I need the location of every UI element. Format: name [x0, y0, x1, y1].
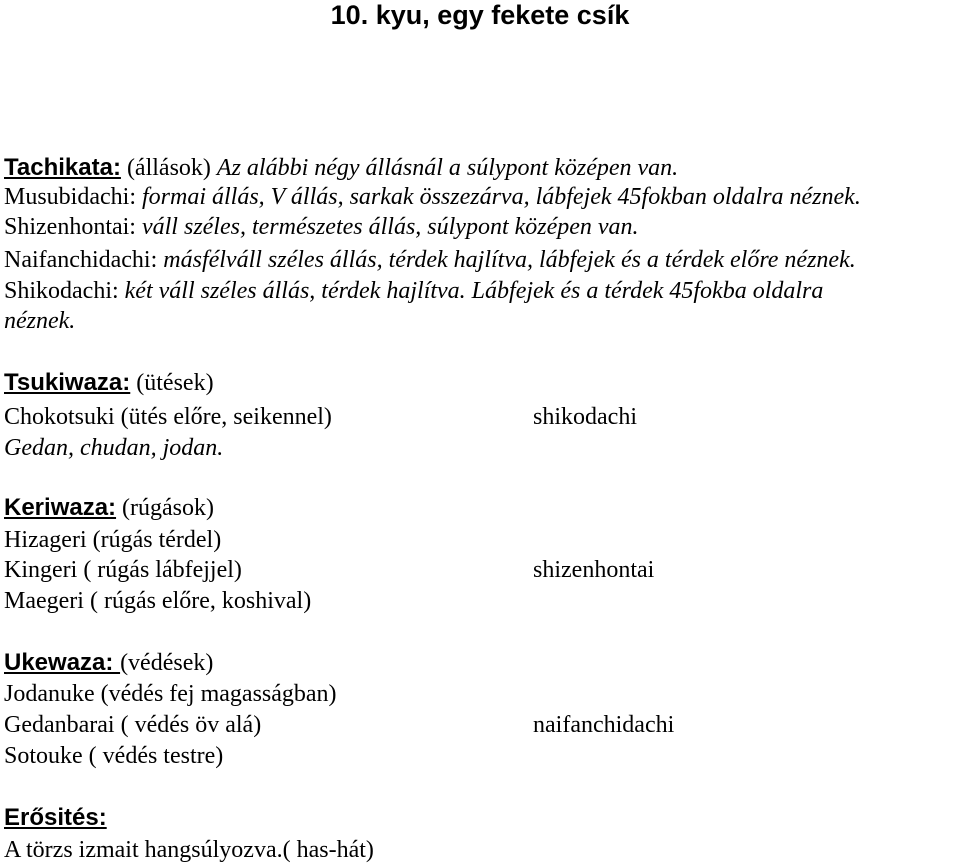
technique-item: Hizageri (rúgás térdel): [4, 527, 222, 553]
technique-item: Kingeri ( rúgás lábfejjel): [4, 557, 242, 583]
tsukiwaza-paren: (ütések): [130, 370, 214, 396]
technique-item: Gedanbarai ( védés öv alá): [4, 712, 262, 738]
stance-desc: két váll széles állás, térdek hajlítva. Lábfejek és a térdek 45fokba oldalra: [124, 278, 824, 304]
ukewaza-heading: [4, 649, 213, 677]
technique-item: Jodanuke (védés fej magasságban): [4, 681, 337, 707]
stance-row: [4, 246, 856, 274]
ukewaza-paren: (védések): [120, 650, 214, 676]
tachikata-heading: [4, 154, 678, 182]
keriwaza-heading: [4, 494, 214, 522]
erosites-text: A törzs izmait hangsúlyozva.( has-hát): [4, 837, 374, 863]
stance-label: shikodachi: [533, 404, 637, 430]
stance-desc: formai állás, V állás, sarkak összezárva, lábfejek 45fokban oldalra néznek.: [142, 184, 861, 210]
tsukiwaza-label: Tsukiwaza:: [4, 369, 131, 396]
technique-item: Sotouke ( védés testre): [4, 743, 224, 769]
technique-item: Chokotsuki (ütés előre, seikennel): [4, 404, 332, 430]
stance-row: [4, 183, 861, 211]
keriwaza-label: Keriwaza:: [4, 494, 117, 521]
stance-label: naifanchidachi: [533, 712, 675, 738]
ukewaza-label: Ukewaza:: [4, 649, 121, 676]
stance-row: [4, 213, 639, 241]
technique-levels: Gedan, chudan, jodan.: [4, 435, 224, 461]
stance-desc-continuation: néznek.: [4, 308, 76, 334]
stance-name: Shikodachi:: [4, 278, 125, 304]
stance-name: Musubidachi:: [4, 184, 142, 210]
stance-label: shizenhontai: [533, 557, 655, 583]
stance-row: [4, 277, 823, 305]
keriwaza-paren: (rúgások): [116, 495, 215, 521]
technique-item: Maegeri ( rúgás előre, koshival): [4, 588, 312, 614]
stance-name: Shizenhontai:: [4, 214, 142, 240]
stance-desc: másfélváll széles állás, térdek hajlítva, lábfejek és a térdek előre néznek.: [163, 247, 856, 273]
stance-desc: váll széles, természetes állás, súlypont középen van.: [141, 214, 639, 240]
tachikata-intro: Az alábbi négy állásnál a súlypont középen van.: [216, 155, 679, 181]
erosites-label: Erősités:: [4, 804, 107, 831]
tachikata-paren: (állások): [120, 155, 217, 181]
stance-name: Naifanchidachi:: [4, 247, 164, 273]
erosites-heading: [4, 804, 107, 832]
tsukiwaza-heading: [4, 369, 214, 397]
page-title: 10. kyu, egy fekete csík: [330, 0, 630, 30]
tachikata-label: Tachikata:: [4, 154, 121, 181]
